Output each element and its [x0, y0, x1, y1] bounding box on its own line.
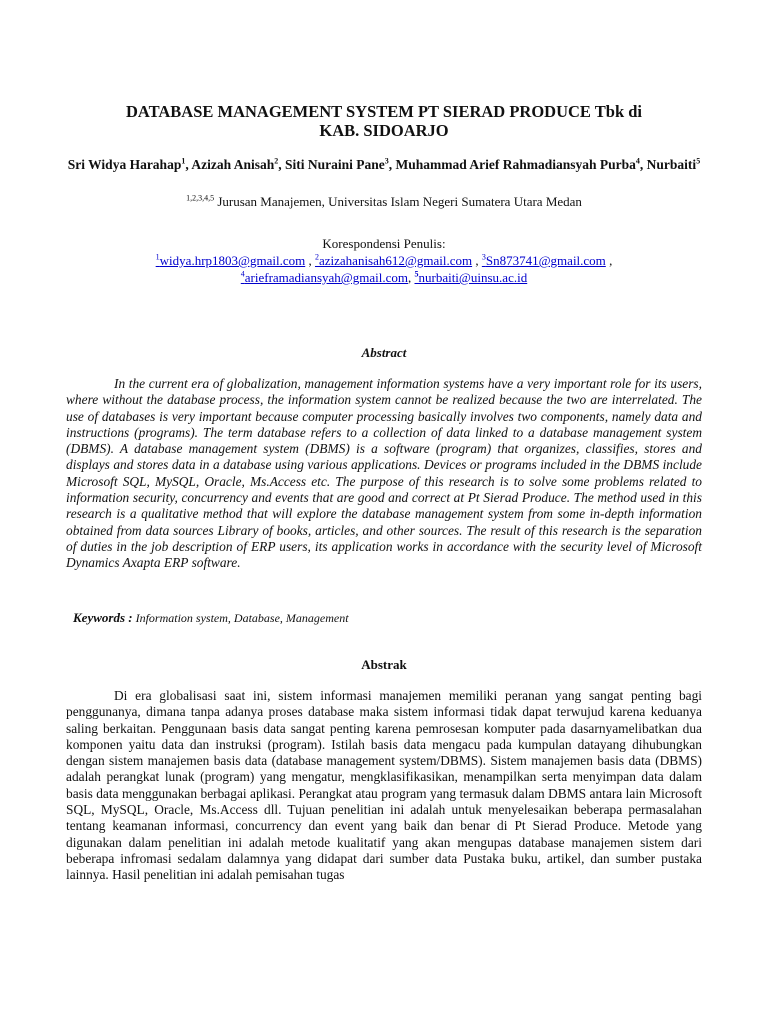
author-name: Nurbaiti: [646, 157, 697, 172]
author-sup: 3: [384, 156, 389, 166]
email-link[interactable]: [156, 253, 306, 268]
affiliation: [60, 193, 708, 210]
email-sup: 2: [314, 252, 319, 262]
abstract-body: In the current era of globalization, management information systems have a very important role for its users, where without the database process, the information system cannot be realized because the two are interrelated. The use of databases is very important because computer processing basically involves two components, namely data and instructions (programs). The term database refers to a collection of data linked to a database management system (DBMS). A database management system (DBMS) is a software (program) that organizes, classifies, stores and displays and stores data in a database using various applications. Devices or programs included in the DBMS include Microsoft SQL, MySQL, Oracle, Ms.Access etc. The purpose of this research is to solve some problems related to information security, concurrency and events that are good and correct at Pt Sierad Produce. The method used in this research is a qualitative method that will explore the database management system from some in-depth information obtained from data sources Library of books, articles, and other sources. The result of this research is the separation of duties in the job description of ERP users, its application works in accordance with the security level of Microsoft Dynamics Axapta ERP software.: [66, 376, 702, 571]
abstrak-body: Di era globalisasi saat ini, sistem informasi manajemen memiliki peranan yang sangat penting bagi penggunanya, dimana tanpa adanya proses database maka sistem informasi tidak dapat terwujud karena keduanya saling berkaitan. Penggunaan basis data sangat penting karena pemrosesan komputer pada dasarnyamelibatkan dua komponen yaitu data dan instruksi (program). Istilah basis data mengacu pada kumpulan datayang dihubungkan dengan sistem manajemen basis data (database management system/DBMS). Sistem manajemen basis data (DBMS) adalah perangkat lunak (program) yang mengatur, mengklasifikasikan, menampilkan serta menyimpan data dalam basis data menggunakan berbagai aplikasi. Perangkat atau program yang termasuk dalam DBMS antara lain Microsoft SQL, MySQL, Oracle, Ms.Access dll. Tujuan penelitian ini adalah untuk menyelesaikan beberapa permasalahan tentang keamanan informasi, concurrency dan event yang baik dan benar di Pt Sierad Produce. Metode yang digunakan dalam penelitian ini adalah metode kualitatif yang akan mengupas database manajemen sistem dari beberapa infromasi sedalam dalamnya yang didapat dari sumber data Pustaka buku, artikel, dan sumber pustaka lainnya. Hasil penelitian ini adalah pemisahan tugas: [66, 688, 702, 883]
email-address: nurbaiti@uinsu.ac.id: [418, 270, 528, 285]
email-link[interactable]: [241, 270, 408, 285]
paper-title-line-2: KAB. SIDOARJO: [319, 121, 449, 140]
email-sup: 3: [481, 252, 486, 262]
author-sup: 4: [635, 156, 640, 166]
email-address: widya.hrp1803@gmail.com: [159, 253, 306, 268]
email-link[interactable]: [482, 253, 606, 268]
paper-title: [60, 102, 708, 140]
paper-title-line-1: DATABASE MANAGEMENT SYSTEM PT SIERAD PRODUCE Tbk di: [125, 102, 643, 121]
author-sup: 1: [181, 156, 186, 166]
author-list: Sri Widya Harahap$^1$, Azizah Anisah$^2$, Siti Nuraini Pane$^3$, Muhammad Arief Rahmadiansyah Purba$^4$, Nurbaiti$^5$: [67, 156, 701, 172]
email-address: azizahanisah612@gmail.com: [318, 253, 473, 268]
affiliation-text: Jurusan Manajemen, Universitas Islam Negeri Sumatera Utara Medan: [214, 194, 582, 209]
keywords-line: [73, 610, 713, 626]
email-link[interactable]: [315, 253, 472, 268]
email-address: arieframadiansyah@gmail.com: [244, 270, 408, 285]
keywords-label: Keywords :: [73, 610, 133, 625]
email-sup: 4: [240, 269, 245, 279]
author-name: Azizah Anisah: [191, 157, 275, 172]
correspondence-label: Korespondensi Penulis:: [322, 236, 446, 251]
abstrak-heading: Abstrak: [361, 657, 407, 672]
email-link[interactable]: [414, 270, 527, 285]
author-name: Siti Nuraini Pane: [285, 157, 385, 172]
author-sup: 5: [696, 156, 701, 166]
email-sup: 5: [414, 269, 419, 279]
email-address: Sn873741@gmail.com: [485, 253, 606, 268]
author-name: Sri Widya Harahap: [67, 157, 182, 172]
keywords-text: Information system, Database, Management: [132, 611, 349, 625]
email-list: $^1$widya.hrp1803@gmail.com , $^2$azizahanisah612@gmail.com , $^3$Sn873741@gmail.com , $^4$arieframadiansyah@gmail.com, $^5$nurbaiti@uinsu.ac.id: [155, 252, 613, 285]
author-sup: 2: [274, 156, 279, 166]
affiliation-sup: 1,2,3,4,5: [186, 193, 215, 203]
author-name: Muhammad Arief Rahmadiansyah Purba: [395, 157, 636, 172]
email-sup: 1: [155, 252, 160, 262]
abstract-heading: Abstract: [361, 345, 407, 360]
